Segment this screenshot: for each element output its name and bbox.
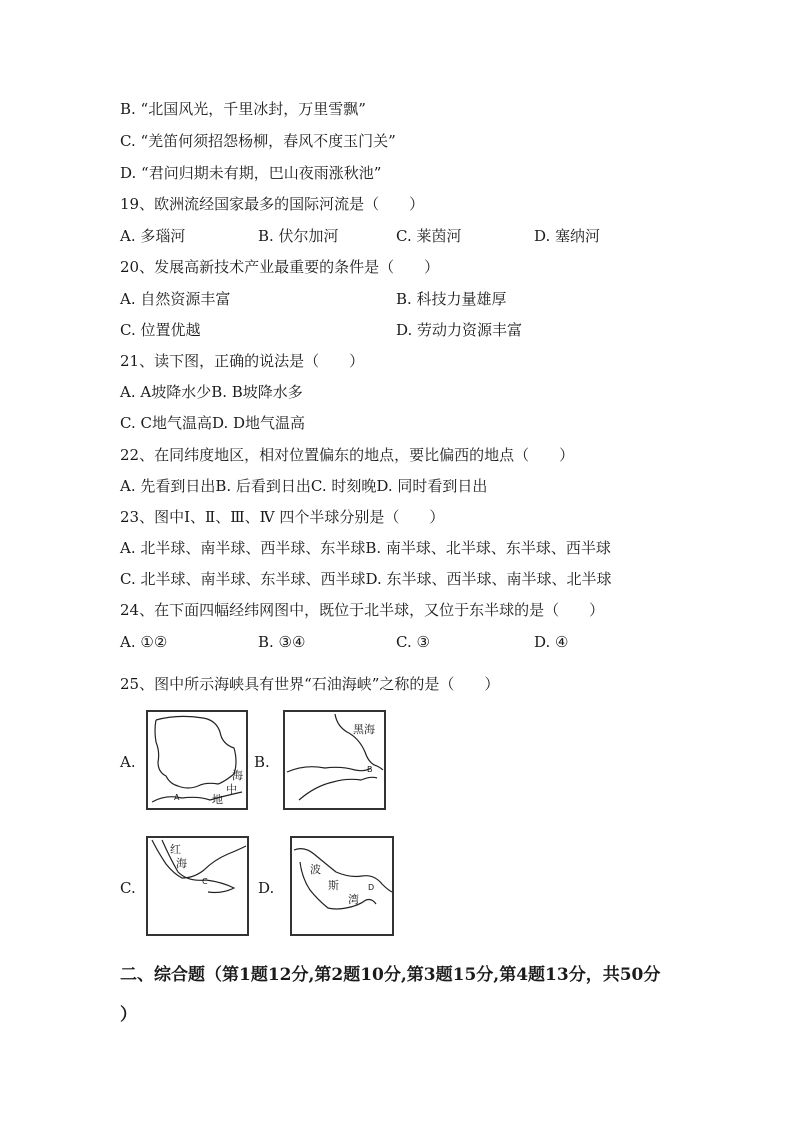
- map-d-letter: D: [368, 883, 375, 892]
- q22-stem: 22、在同纬度地区，相对位置偏东的地点，要比偏西的地点（ ）: [120, 446, 575, 464]
- q24-option-a: A. ①②: [120, 633, 168, 651]
- map-a-label-zhong: 中: [226, 783, 237, 796]
- q19-option-a: A. 多瑙河: [120, 227, 186, 245]
- map-d-label-si: 斯: [328, 879, 339, 892]
- map-d-coastline: [292, 838, 392, 934]
- q25-option-d-label: D.: [258, 879, 275, 897]
- q20-option-c: C. 位置优越: [120, 321, 201, 339]
- q24-stem: 24、在下面四幅经纬网图中，既位于北半球，又位于东半球的是（ ）: [120, 601, 605, 619]
- q18-option-d: D. “君问归期未有期，巴山夜雨涨秋池”: [120, 164, 382, 182]
- q24-option-b: B. ③④: [258, 633, 306, 651]
- map-a-label-di: 地: [212, 793, 223, 806]
- map-c-coastline: [148, 838, 247, 934]
- q21-options-ab: A. A坡降水少B. B坡降水多: [120, 383, 303, 401]
- q20-option-b: B. 科技力量雄厚: [396, 290, 507, 308]
- q22-options: A. 先看到日出B. 后看到日出C. 时刻晚D. 同时看到日出: [120, 477, 488, 495]
- map-c-label-hai: 海: [176, 857, 187, 870]
- q23-stem: 23、图中Ⅰ、Ⅱ、Ⅲ、Ⅳ 四个半球分别是（ ）: [120, 508, 445, 526]
- q20-option-a: A. 自然资源丰富: [120, 290, 231, 308]
- section-2-heading: 二、综合题（第1题12分,第2题10分,第3题15分,第4题13分，共50分: [120, 965, 661, 985]
- q25-stem: 25、图中所示海峡具有世界“石油海峡”之称的是（ ）: [120, 675, 500, 693]
- q25-option-c-label: C.: [120, 879, 136, 897]
- section-2-heading-close: ）: [120, 1005, 137, 1025]
- map-b-turkish-straits: [283, 710, 386, 810]
- q25-option-a-label: A.: [120, 753, 136, 771]
- map-d-label-wan: 湾: [348, 893, 359, 906]
- q20-option-d: D. 劳动力资源丰富: [396, 321, 523, 339]
- map-c-bab-el-mandeb: [146, 836, 249, 936]
- q23-options-ab: A. 北半球、南半球、西半球、东半球B. 南半球、北半球、东半球、西半球: [120, 539, 611, 557]
- q25-option-b-label: B.: [254, 753, 270, 771]
- q20-stem: 20、发展高新技术产业最重要的条件是（ ）: [120, 258, 440, 276]
- q24-option-c: C. ③: [396, 633, 430, 651]
- map-a-letter: A: [174, 793, 180, 802]
- q19-stem: 19、欧洲流经国家最多的国际河流是（ ）: [120, 195, 425, 213]
- q21-options-cd: C. C地气温高D. D地气温高: [120, 414, 306, 432]
- map-d-strait-of-hormuz: [290, 836, 394, 936]
- map-b-label-black-sea: 黑海: [353, 723, 375, 736]
- map-a-label-hai: 海: [232, 769, 243, 782]
- map-b-letter: B: [367, 765, 373, 774]
- map-d-label-bo: 波: [310, 863, 321, 876]
- map-a-strait-of-gibraltar: [146, 710, 248, 810]
- q19-option-c: C. 莱茵河: [396, 227, 462, 245]
- map-c-letter: C: [202, 877, 208, 886]
- q19-option-d: D. 塞纳河: [534, 227, 601, 245]
- q24-option-d: D. ④: [534, 633, 569, 651]
- q19-option-b: B. 伏尔加河: [258, 227, 339, 245]
- map-c-label-hong: 红: [170, 843, 181, 856]
- q23-options-cd: C. 北半球、南半球、东半球、西半球D. 东半球、西半球、南半球、北半球: [120, 570, 612, 588]
- q18-option-b: B. “北国风光，千里冰封，万里雪飘”: [120, 100, 366, 118]
- q21-stem: 21、读下图，正确的说法是（ ）: [120, 352, 365, 370]
- q18-option-c: C. “羌笛何须招怨杨柳，春风不度玉门关”: [120, 132, 396, 150]
